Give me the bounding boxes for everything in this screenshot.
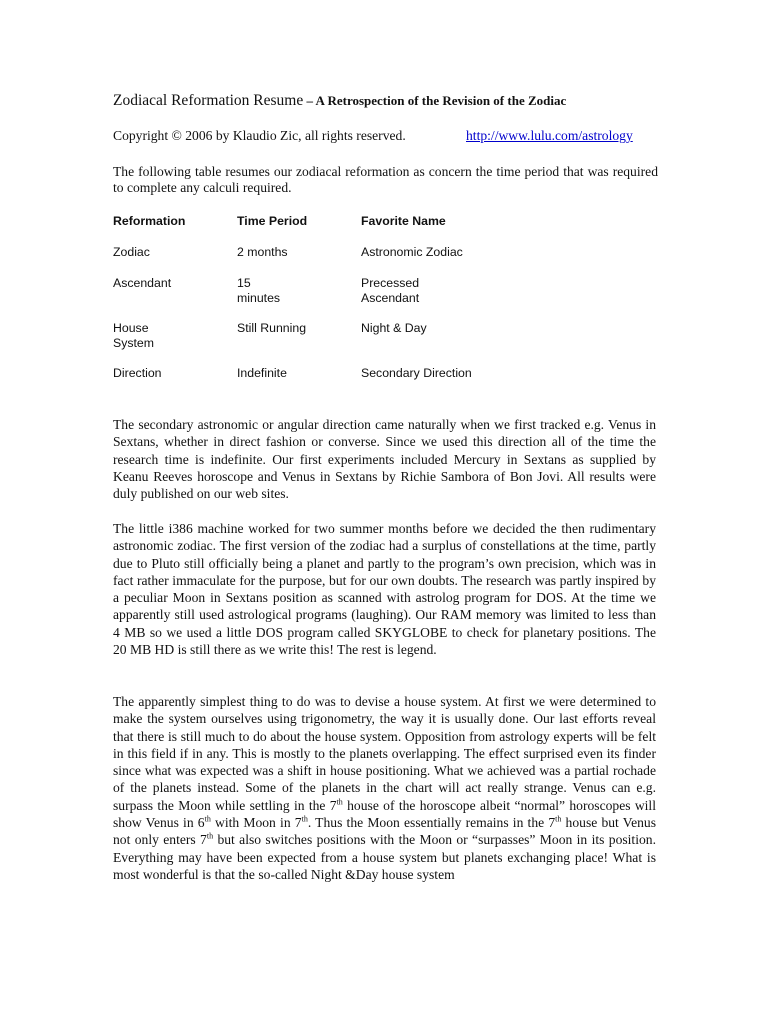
title-main: Zodiacal Reformation Resume xyxy=(113,92,304,109)
table-cell: Astronomic Zodiac xyxy=(361,245,463,259)
text-run: house but Venus not only enters 7 xyxy=(113,815,656,848)
paragraph-secondary-direction: The secondary astronomic or angular direction came naturally when we first tracked e.g. Venus in Sextans, whether in direct fashion or converse. Since we used this direction all of the time the research time is indefinite. Our first experiments included Mercury in Sextans as supplied by Keanu Reeves horoscope and Venus in Sextans by Richie Sambora of Bon Jovi. All results were duly published on our web sites. xyxy=(113,417,656,502)
superscript: th xyxy=(301,814,308,824)
text-run: house of the horoscope albeit “normal” horoscopes will show Venus in 6 xyxy=(113,797,656,831)
text-run: with Moon in 7 xyxy=(210,815,302,831)
table-cell: Still Running xyxy=(237,321,307,335)
text-run: . Thus the Moon essentially remains in the 7 xyxy=(307,815,556,831)
header-time-period: Time Period xyxy=(237,214,308,228)
copyright-text: Copyright © 2006 by Klaudio Zic, all rights reserved. xyxy=(113,128,406,143)
table-cell: Indefinite xyxy=(237,366,287,380)
table-cell: Ascendant xyxy=(113,276,172,290)
table-cell: Direction xyxy=(113,366,162,380)
header-favorite-name: Favorite Name xyxy=(361,214,446,228)
header-reformation: Reformation xyxy=(113,214,186,228)
superscript: th xyxy=(555,814,562,824)
table-cell: Precessed Ascendant xyxy=(361,276,420,305)
text-run: but also switches positions with the Moon or “surpasses” Moon in its position. Everything may have been expected from a house system but planets exchanging place! What is most wonderful is that the so-called Night &Day house system xyxy=(113,832,656,882)
intro-paragraph: The following table resumes our zodiacal reformation as concern the time period that was required to complete any calculi required. xyxy=(113,164,658,195)
table-cell: Night & Day xyxy=(361,321,427,335)
superscript: th xyxy=(336,797,343,807)
superscript: th xyxy=(206,831,214,841)
paragraph-house-system xyxy=(113,693,656,883)
text-run: The apparently simplest thing to do was to devise a house system. At first we were determined to make the system ourselves using trigonometry, the way it is usually done. Our last efforts reveal that there is still much to do about the house system. Opposition from astrology experts will be felt in this field if in any. This is mostly to the planets overlapping. The effect surprised even its finder since what was expected was a shift in house positioning. What we achieved was a partial rochade of the planets instead. Some of the planets in the chart will act really strange. Venus can e.g. surpass the Moon while settling in the 7 xyxy=(113,694,656,813)
paragraph-i386-machine: The little i386 machine worked for two summer months before we decided the then rudimentary astronomic zodiac. The first version of the zodiac had a surplus of constellations at the time, partly due to Pluto still officially being a planet and partly to the program’s own precision, which was in fact rather immaculate for the purpose, but for our own doubts. The research was partly inspired by a peculiar Moon in Sextans position as scanned with astrolog program for DOS. At the time we apparently still used astrological programs (laughing). Our RAM memory was limited to less than 4 MB so we used a little DOS program called SKYGLOBE to check for planetary positions. The 20 MB HD is still there as we write this! The rest is legend. xyxy=(113,521,656,658)
astrology-link[interactable]: http://www.lulu.com/astrology xyxy=(466,128,633,143)
table-cell: Zodiac xyxy=(113,245,150,259)
title-subtitle: – A Retrospection of the Revision of the Zodiac xyxy=(303,93,567,108)
table-cell: 2 months xyxy=(237,245,288,259)
document-title xyxy=(113,92,673,110)
superscript: th xyxy=(204,814,211,824)
table-cell: House System xyxy=(113,321,154,350)
copyright-line xyxy=(113,128,658,144)
table-cell: 15 minutes xyxy=(237,276,281,305)
table-cell: Secondary Direction xyxy=(361,366,472,380)
